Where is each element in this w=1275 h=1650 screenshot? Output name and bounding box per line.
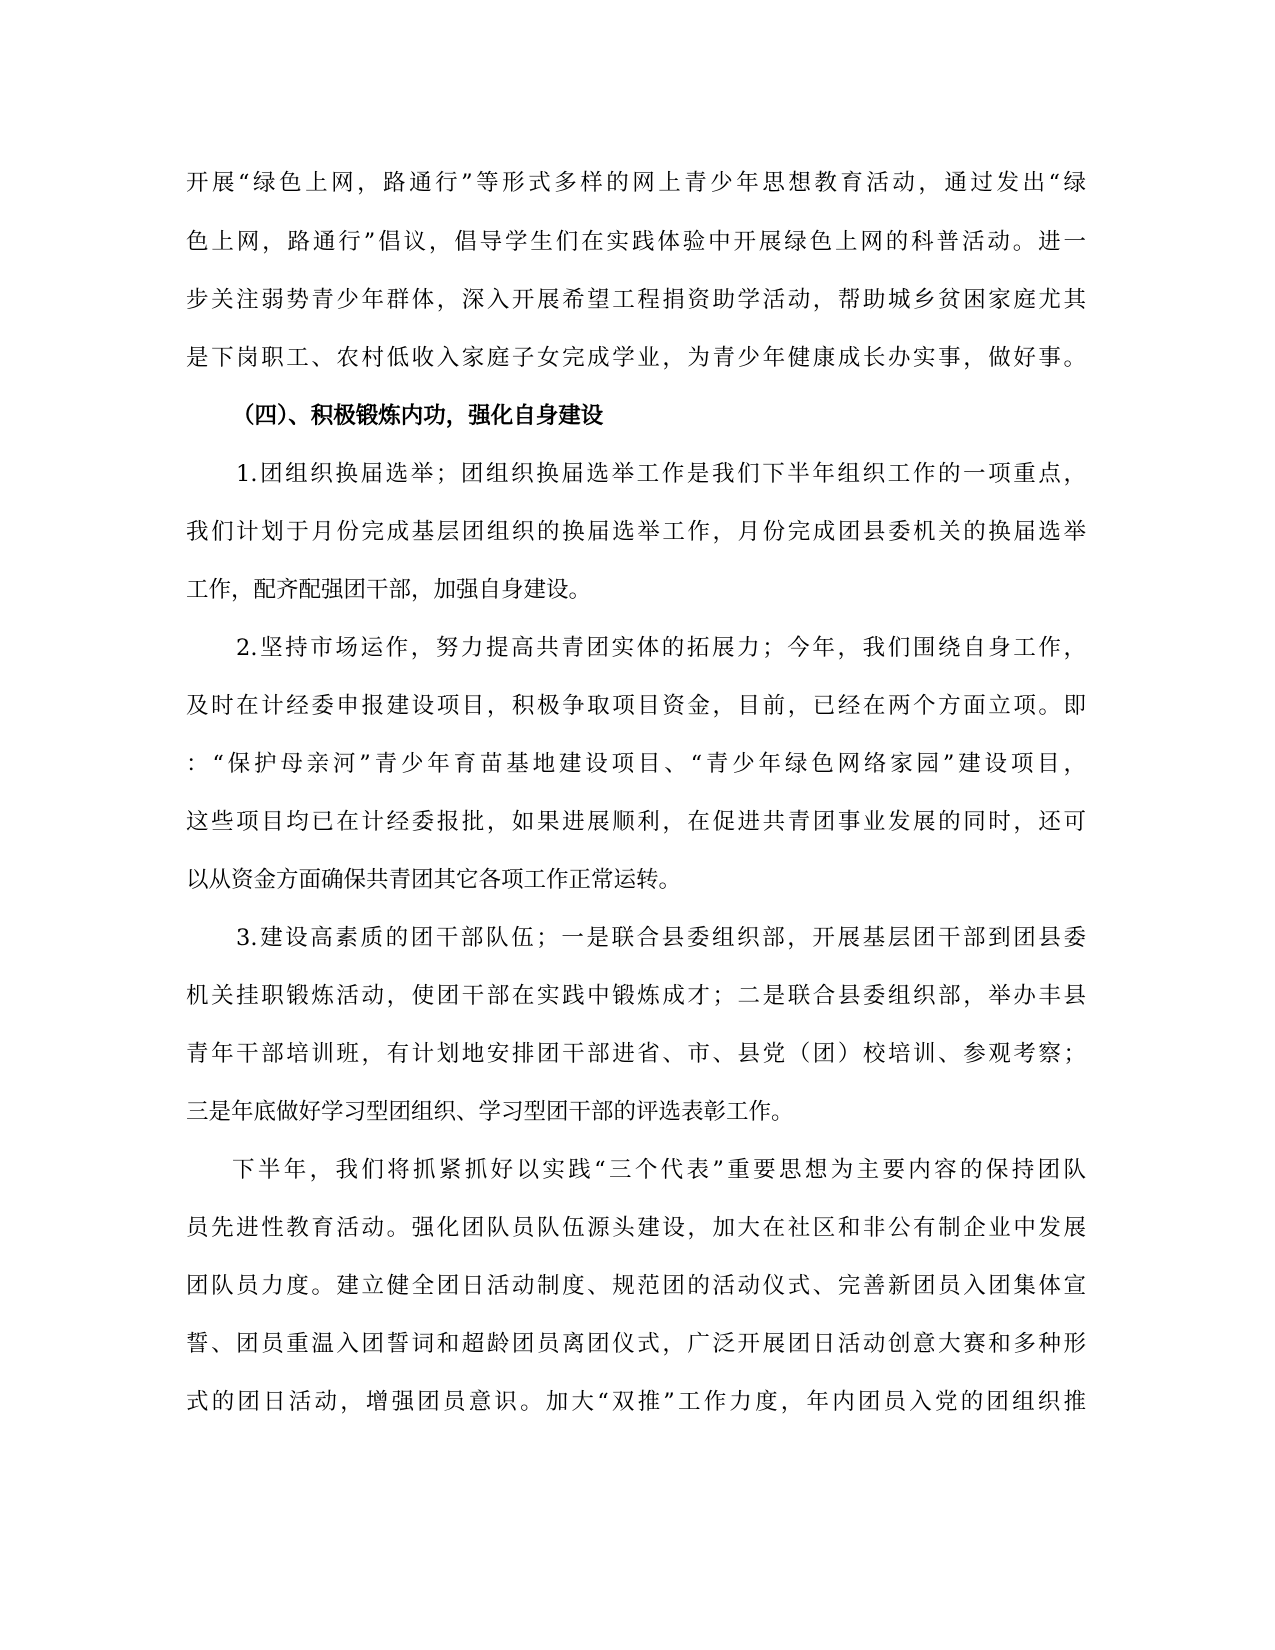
paragraph-line: 三是年底做好学习型团组织、学习型团干部的评选表彰工作。 <box>186 1099 794 1125</box>
paragraph-line: 誓、团员重温入团誓词和超龄团员离团仪式，广泛开展团日活动创意大赛和多种形 <box>186 1331 1086 1357</box>
paragraph-line: 工作，配齐配强团干部，加强自身建设。 <box>186 577 592 603</box>
paragraph-line: 团队员力度。建立健全团日活动制度、规范团的活动仪式、完善新团员入团集体宣 <box>186 1273 1086 1299</box>
paragraph-line: 色上网，路通行”倡议，倡导学生们在实践体验中开展绿色上网的科普活动。进一 <box>186 229 1086 255</box>
paragraph-line: 以从资金方面确保共青团其它各项工作正常运转。 <box>186 867 682 893</box>
paragraph-line: 是下岗职工、农村低收入家庭子女完成学业，为青少年健康成长办实事，做好事。 <box>186 345 1086 371</box>
paragraph-line: 这些项目均已在计经委报批，如果进展顺利，在促进共青团事业发展的同时，还可 <box>186 809 1086 835</box>
paragraph-line: 1.团组织换届选举；团组织换届选举工作是我们下半年组织工作的一项重点， <box>236 461 1086 487</box>
paragraph-line: 步关注弱势青少年群体，深入开展希望工程捐资助学活动，帮助城乡贫困家庭尤其 <box>186 287 1086 313</box>
paragraph-line: 我们计划于月份完成基层团组织的换届选举工作，月份完成团县委机关的换届选举 <box>186 519 1086 545</box>
paragraph-line: 机关挂职锻炼活动，使团干部在实践中锻炼成才；二是联合县委组织部，举办丰县 <box>186 983 1086 1009</box>
paragraph-line: 青年干部培训班，有计划地安排团干部进省、市、县党（团）校培训、参观考察； <box>186 1041 1086 1067</box>
paragraph-line: 2.坚持市场运作，努力提高共青团实体的拓展力；今年，我们围绕自身工作， <box>236 635 1086 661</box>
paragraph-line: 下半年，我们将抓紧抓好以实践“三个代表”重要思想为主要内容的保持团队 <box>232 1157 1086 1183</box>
paragraph-line: ：“保护母亲河”青少年育苗基地建设项目、“青少年绿色网络家园”建设项目， <box>186 751 1086 777</box>
paragraph-line: 3.建设高素质的团干部队伍；一是联合县委组织部，开展基层团干部到团县委 <box>236 925 1086 951</box>
paragraph-line: 员先进性教育活动。强化团队员队伍源头建设，加大在社区和非公有制企业中发展 <box>186 1215 1086 1241</box>
section-heading: （四）、积极锻炼内功，强化自身建设 <box>232 403 604 429</box>
paragraph-line: 及时在计经委申报建设项目，积极争取项目资金，目前，已经在两个方面立项。即 <box>186 693 1086 719</box>
paragraph-line: 开展“绿色上网，路通行”等形式多样的网上青少年思想教育活动，通过发出“绿 <box>186 170 1086 196</box>
paragraph-line: 式的团日活动，增强团员意识。加大“双推”工作力度，年内团员入党的团组织推 <box>186 1389 1086 1415</box>
